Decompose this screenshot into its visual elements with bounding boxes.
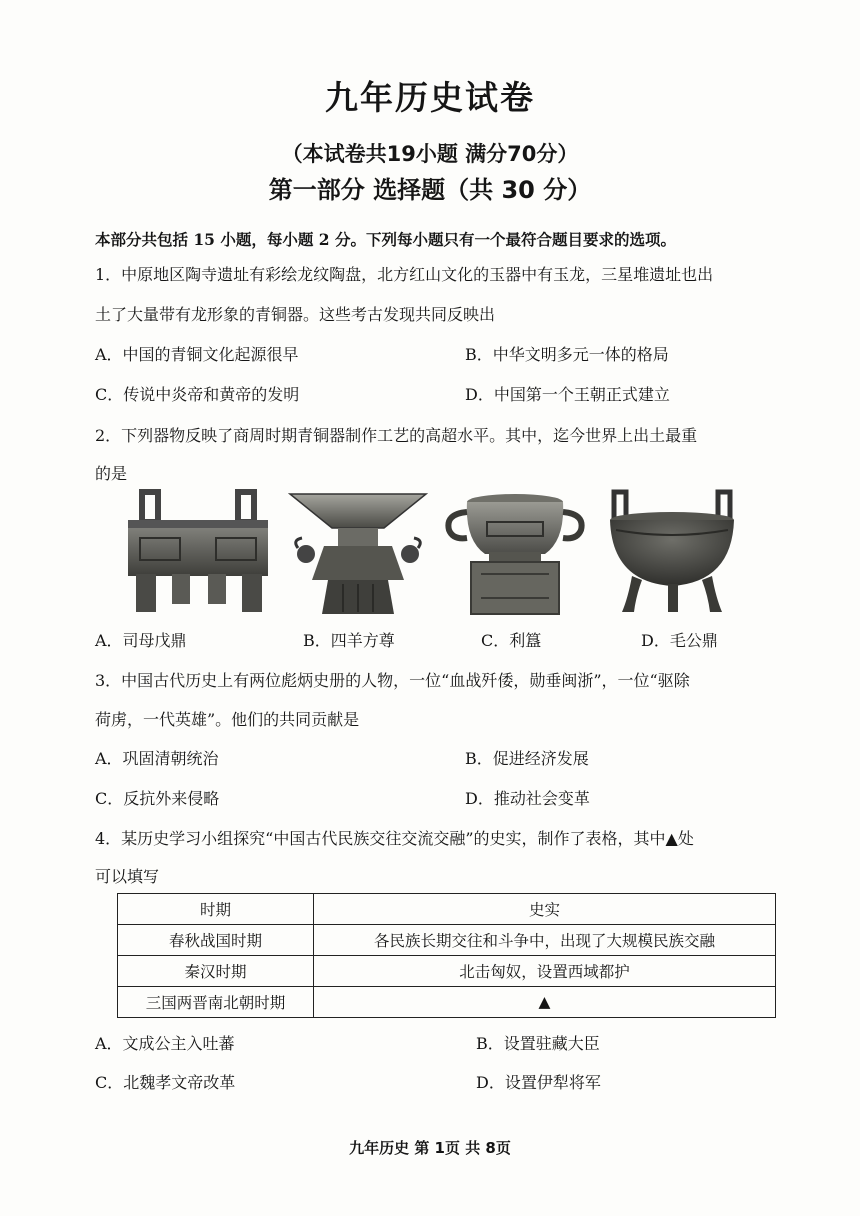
table-cell-period: 春秋战国时期 [118,925,314,956]
four-goat-square-zun-image [288,488,428,618]
bronze-vessel-images [110,488,750,618]
li-gui-image [445,488,585,618]
q4-stem-line2: 可以填写 [95,867,160,886]
q1-stem-line1: 1．中原地区陶寺遗址有彩绘龙纹陶盘，北方红山文化的玉器中有玉龙，三星堆遗址也出 [95,265,714,284]
maogong-ding-image [602,488,742,618]
q4-option-a: A．文成公主入吐蕃 [95,1034,235,1053]
table-row [118,956,776,987]
q3-stem-line1: 3．中国古代历史上有两位彪炳史册的人物，一位“血战歼倭，勋垂闽浙”，一位“驱除 [95,671,690,690]
table-header-cell: 史实 [314,894,776,925]
simuwu-ding-image [120,488,276,618]
q4-option-d: D．设置伊犁将军 [476,1073,601,1092]
q1-option-d: D．中国第一个王朝正式建立 [465,385,670,404]
q1-stem-line2: 土了大量带有龙形象的青铜器。这些考古发现共同反映出 [95,305,496,324]
q2-stem-line1: 2．下列器物反映了商周时期青铜器制作工艺的高超水平。其中，迄今世界上出土最重 [95,426,698,445]
table-cell-period: 秦汉时期 [118,956,314,987]
q4-option-c: C．北魏孝文帝改革 [95,1073,236,1092]
table-cell-fact: 各民族长期交往和斗争中，出现了大规模民族交融 [314,925,776,956]
table-header-row [118,894,776,925]
history-facts-table [117,893,776,1018]
q2-option-c: C．利簋 [481,631,542,650]
q3-stem-line2: 荷虏，一代英雄”。他们的共同贡献是 [95,710,360,729]
table-row [118,925,776,956]
q3-option-b: B．促进经济发展 [465,749,589,768]
q3-option-d: D．推动社会变革 [465,789,590,808]
table-header-cell: 时期 [118,894,314,925]
section-instructions: 本部分共包括 15 小题，每小题 2 分。下列每小题只有一个最符合题目要求的选项。 [95,230,676,249]
q3-option-a: A．巩固清朝统治 [95,749,219,768]
table-cell-fact: 北击匈奴，设置西域都护 [314,956,776,987]
q2-option-a: A．司母戊鼎 [95,631,187,650]
table-cell-fact: ▲ [314,987,776,1018]
table-row [118,987,776,1018]
q1-option-a: A．中国的青铜文化起源很早 [95,345,299,364]
q2-option-d: D．毛公鼎 [641,631,718,650]
q2-stem-line2: 的是 [95,464,128,483]
q3-option-c: C．反抗外来侵略 [95,789,220,808]
page-subtitle: （本试卷共19小题 满分70分） [281,142,579,166]
table-cell-period: 三国两晋南北朝时期 [118,987,314,1018]
q1-option-c: C．传说中炎帝和黄帝的发明 [95,385,300,404]
q2-option-b: B．四羊方尊 [303,631,395,650]
section-heading: 第一部分 选择题（共 30 分） [268,176,592,204]
q4-stem-line1: 4．某历史学习小组探究“中国古代民族交往交流交融”的史实，制作了表格，其中▲处 [95,829,694,848]
q1-option-b: B．中华文明多元一体的格局 [465,345,669,364]
q4-option-b: B．设置驻藏大臣 [476,1034,600,1053]
page-title: 九年历史试卷 [325,78,535,117]
page-footer: 九年历史 第 1页 共 8页 [349,1139,511,1157]
